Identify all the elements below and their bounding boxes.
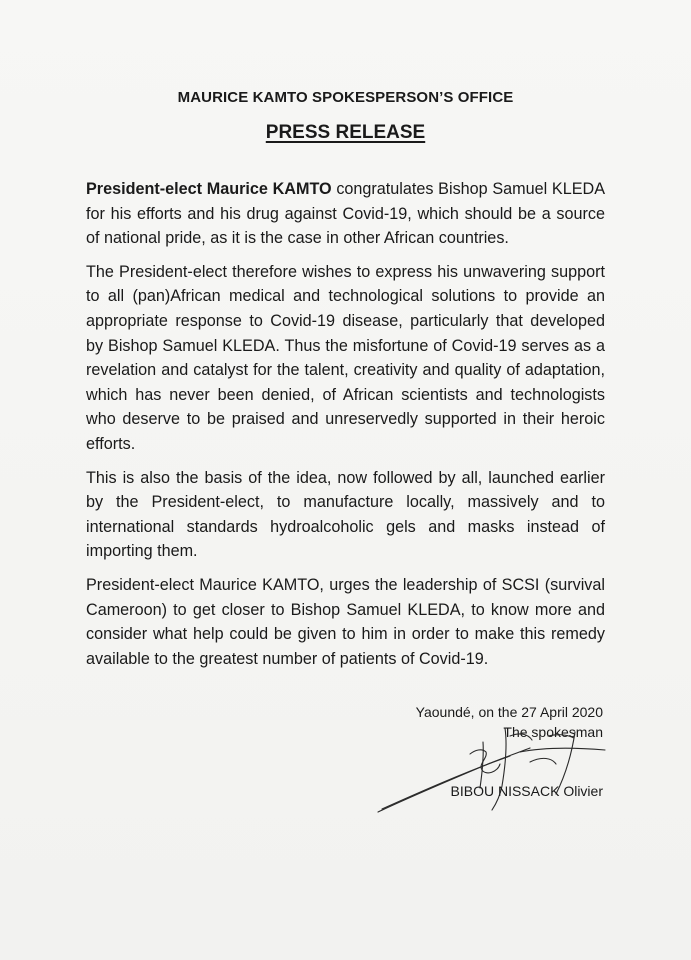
paragraph-1-bold: President-elect Maurice KAMTO: [86, 180, 332, 198]
press-release-body: [86, 177, 605, 680]
press-release-title: PRESS RELEASE: [265, 122, 426, 143]
signatory-name: BIBOU NISSACK Olivier: [450, 783, 603, 799]
paragraph-3: This is also the basis of the idea, now followed by all, launched earlier by the President-elect, to manufacture locally, massively and to international standards hydroalcoholic gels and masks instead of importing them.: [86, 468, 605, 561]
paragraph-2: The President-elect therefore wishes to express his unwavering support to all (pan)African medical and technological solutions to provide an appropriate response to Covid-19 disease, particularly that developed by Bishop Samuel KLEDA. Thus the misfortune of Covid-19 serves as a revelation and catalyst for the talent, creativity and quality of adaptation, which has never been denied, of African scientists and technologists who deserve to be praised and unreservedly supported in their heroic efforts.: [86, 262, 605, 453]
paragraph-1-text: congratulates Bishop Samuel KLEDA for his efforts and his drug against Covid-19, which should be a source of national pride, as it is the case in other African countries.: [86, 180, 605, 248]
signature-role: The spokesman: [503, 724, 603, 740]
page-title: [0, 122, 691, 144]
paragraph-1: [86, 177, 605, 251]
paragraph-4: President-elect Maurice KAMTO, urges the leadership of SCSI (survival Cameroon) to get closer to Bishop Samuel KLEDA, to know more and consider what help could be given to him in order to make this remedy available to the greatest number of patients of Covid-19.: [86, 575, 605, 668]
office-heading: MAURICE KAMTO SPOKESPERSON’S OFFICE: [177, 89, 514, 106]
handwritten-signature-icon: [370, 712, 630, 822]
signature-date: Yaoundé, on the 27 April 2020: [415, 704, 603, 720]
